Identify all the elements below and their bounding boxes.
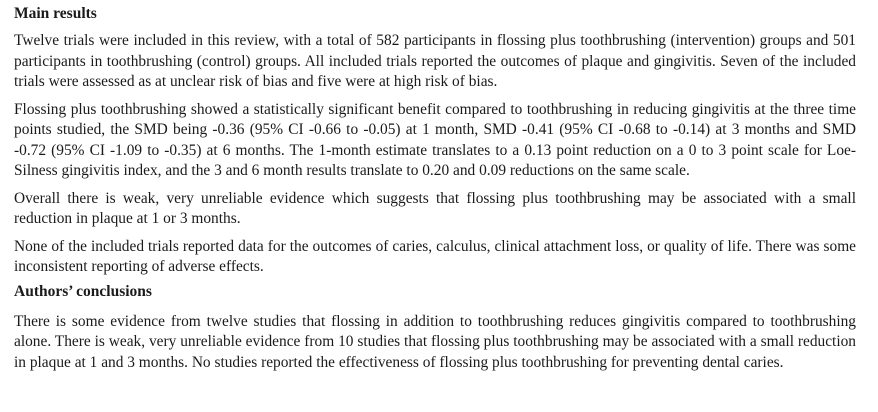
authors-conclusions-heading: Authors’ conclusions [14, 282, 152, 300]
authors-conclusions-paragraph-1: There is some evidence from twelve studies that flossing in addition to toothbrushing reduces gingivitis compared to toothbrushing alone. There is weak, very unreliable evidence from 10 studies that flossing plus toothbrushing may be associated with a small reduction in plaque at 1 and 3 months. No studies reported the effectiveness of flossing plus toothbrushing for preventing dental caries. [14, 312, 856, 371]
document-page [14, 4, 856, 380]
main-results-paragraph-3: Overall there is weak, very unreliable evidence which suggests that flossing plus toothbrushing may be associated with a small reduction in plaque at 1 or 3 months. [14, 189, 856, 227]
main-results-paragraph-2: Flossing plus toothbrushing showed a statistically significant benefit compared to toothbrushing in reducing gingivitis at the three time points studied, the SMD being -0.36 (95% CI -0.66 to -0.05) at 1 month, SMD -0.41 (95% CI -0.68 to -0.14) at 3 months and SMD -0.72 (95% CI -1.09 to -0.35) at 6 months. The 1-month estimate translates to a 0.13 point reduction on a 0 to 3 point scale for Loe-Silness gingivitis index, and the 3 and 6 month results translate to 0.20 and 0.09 reductions on the same scale. [14, 100, 856, 179]
main-results-paragraph-4: None of the included trials reported data for the outcomes of caries, calculus, clinical attachment loss, or quality of life. There was some inconsistent reporting of adverse effects. [14, 237, 856, 275]
main-results-heading: Main results [14, 5, 97, 22]
main-results-paragraph-1: Twelve trials were included in this review, with a total of 582 participants in flossing plus toothbrushing (intervention) groups and 501 participants in toothbrushing (control) groups. All included trials reported the outcomes of plaque and gingivitis. Seven of the included trials were assessed as at unclear risk of bias and five were at high risk of bias. [14, 32, 856, 90]
